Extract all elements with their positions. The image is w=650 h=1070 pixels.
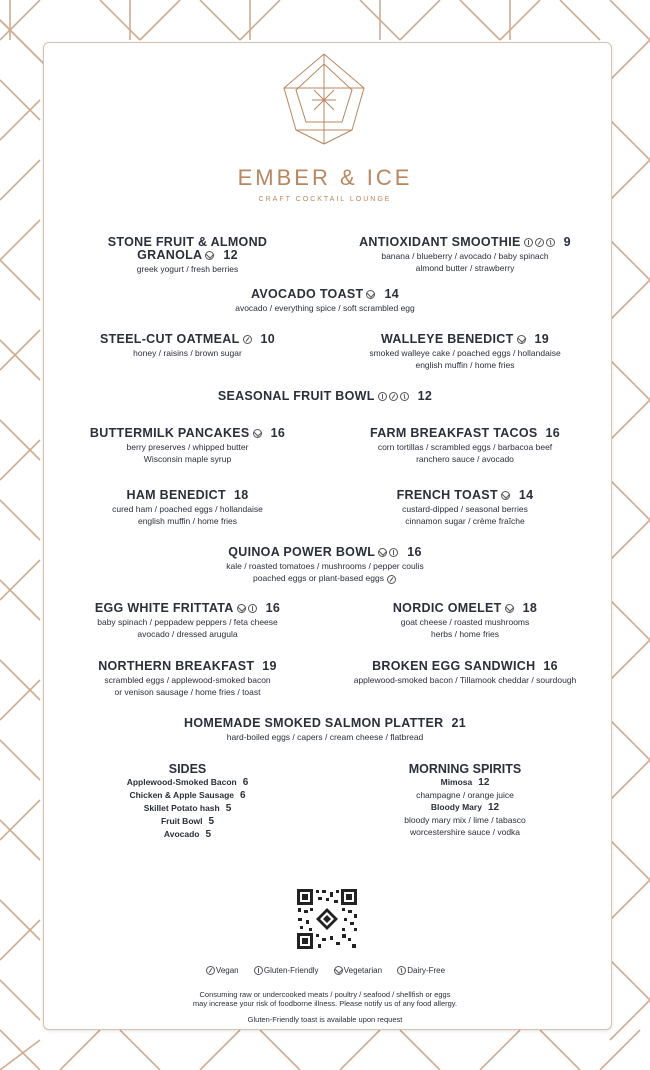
vegan-icon	[389, 392, 398, 401]
item-desc: berry preserves / whipped butter	[126, 442, 249, 453]
gluten-friendly-icon	[389, 548, 398, 557]
menu-item-broken-egg-sandwich	[325, 660, 605, 686]
item-price: 21	[451, 716, 466, 730]
item-price: 16	[545, 426, 561, 440]
vegetarian-icon	[334, 966, 343, 975]
vegan-icon	[387, 575, 396, 584]
item-name: NORTHERN BREAKFAST	[98, 659, 255, 673]
item-desc: baby spinach / peppadew peppers / feta cheese	[97, 617, 278, 628]
menu-item-avocado-toast	[140, 288, 510, 314]
sides-title: SIDES	[168, 762, 207, 776]
item-price: 16	[543, 659, 558, 673]
item-price: 18	[522, 601, 538, 615]
sides-section	[70, 762, 305, 841]
qr-code[interactable]	[296, 888, 358, 950]
item-name: QUINOA POWER BOWL	[228, 545, 376, 559]
item-desc: herbs / home fries	[430, 629, 500, 640]
spirit-desc: bloody mary mix / lime / tabasco	[404, 815, 526, 825]
item-desc: cinnamon sugar / crème fraîche	[405, 516, 525, 527]
item-desc: or venison sausage / home fries / toast	[114, 687, 261, 697]
item-desc: smoked walleye cake / poached eggs / hollandaise	[369, 348, 561, 359]
menu-item-walleye-benedict	[335, 333, 595, 371]
gluten-friendly-icon	[248, 604, 257, 613]
spirit-desc: worcestershire sauce / vodka	[409, 827, 521, 837]
item-price: 9	[563, 235, 571, 249]
item-price: 16	[270, 426, 286, 440]
item-price: 19	[262, 659, 277, 673]
item-name: HAM BENEDICT	[126, 488, 226, 502]
menu-item-french-toast	[335, 489, 595, 527]
legend-vegan: Vegan	[215, 966, 239, 975]
item-desc: english muffin / home fries	[137, 516, 238, 526]
vegan-icon	[243, 335, 252, 344]
item-desc: Wisconsin maple syrup	[143, 454, 232, 465]
legend-gluten: Gluten-Friendly	[263, 966, 319, 975]
spirit-item: Bloody Mary 12	[430, 802, 500, 813]
vegetarian-icon	[237, 604, 246, 613]
item-desc: avocado / dressed arugula	[137, 629, 238, 640]
vegetarian-icon	[205, 251, 214, 260]
item-desc: applewood-smoked bacon / Tillamook cheddar / sourdough	[353, 675, 577, 685]
item-name: BUTTERMILK PANCAKES	[89, 426, 250, 440]
vegetarian-icon	[366, 290, 375, 299]
menu-item-steel-cut-oatmeal	[70, 333, 305, 359]
item-desc: scrambled eggs / applewood-smoked bacon	[104, 675, 271, 685]
allergy-note-2: may increase your risk of foodborne illness. Please notify us of any food allergy.	[192, 999, 458, 1008]
menu-item-smoked-salmon-platter	[120, 717, 530, 743]
vegetarian-icon	[501, 491, 510, 500]
item-price: 12	[417, 389, 433, 403]
gluten-friendly-icon	[524, 238, 533, 247]
menu-item-buttermilk-pancakes	[70, 427, 305, 465]
morning-spirits-section	[335, 762, 595, 838]
legend-dairy: Dairy-Free	[407, 966, 446, 975]
item-name: HOMEMADE SMOKED SALMON PLATTER	[184, 716, 444, 730]
dietary-legend	[0, 966, 650, 975]
menu-item-farm-breakfast-tacos	[335, 427, 595, 465]
legend-vegetarian: Vegetarian	[343, 966, 383, 975]
item-desc: corn tortillas / scrambled eggs / barbacoa beef	[377, 442, 553, 452]
side-item: Applewood-Smoked Bacon 6	[126, 777, 249, 788]
item-desc: goat cheese / roasted mushrooms	[400, 617, 530, 628]
ember-ice-logo-icon	[282, 52, 366, 146]
item-desc: almond butter / strawberry	[415, 263, 515, 274]
menu-item-seasonal-fruit-bowl	[140, 390, 510, 403]
item-name: AVOCADO TOAST	[251, 287, 364, 301]
item-price: 19	[534, 332, 550, 346]
side-item: Avocado 5	[163, 829, 212, 840]
item-desc: avocado / everything spice / soft scrambled egg	[235, 303, 415, 314]
item-price: 14	[384, 287, 399, 301]
item-name: NORDIC OMELET	[392, 601, 502, 615]
item-desc: hard-boiled eggs / capers / cream cheese / flatbread	[226, 732, 424, 742]
item-price: 10	[260, 332, 276, 346]
menu-item-egg-white-frittata	[70, 602, 305, 640]
dairy-free-icon	[397, 966, 406, 975]
item-name: STEEL-CUT OATMEAL	[99, 332, 240, 346]
item-price: 18	[233, 488, 249, 502]
item-price: 16	[407, 545, 422, 559]
item-name: FRENCH TOAST	[396, 488, 498, 502]
spirit-item: Mimosa 12	[440, 777, 490, 788]
item-price: 14	[518, 488, 534, 502]
brand-name: EMBER & ICE	[237, 165, 413, 190]
side-item: Skillet Potato hash 5	[143, 803, 232, 814]
spirit-desc: champagne / orange juice	[416, 790, 514, 800]
item-desc: ranchero sauce / avocado	[416, 454, 514, 464]
item-price: 12	[223, 248, 238, 262]
item-desc: greek yogurt / fresh berries	[136, 264, 239, 275]
menu-item-stone-fruit-granola	[70, 236, 305, 275]
item-desc: honey / raisins / brown sugar	[133, 348, 242, 359]
vegetarian-icon	[517, 335, 526, 344]
item-name: SEASONAL FRUIT BOWL	[217, 389, 375, 403]
item-name-cont: GRANOLA	[137, 248, 203, 262]
vegetarian-icon	[378, 548, 387, 557]
item-desc: banana / blueberry / avocado / baby spinach	[381, 251, 549, 262]
brand-tagline: CRAFT COCKTAIL LOUNGE	[258, 196, 392, 203]
item-name: FARM BREAKFAST TACOS	[369, 426, 538, 440]
menu-item-nordic-omelet	[335, 602, 595, 640]
item-name: ANTIOXIDANT SMOOTHIE	[359, 235, 521, 249]
item-desc: poached eggs or plant-based eggs	[253, 573, 384, 584]
item-name: WALLEYE BENEDICT	[380, 332, 514, 346]
menu-item-ham-benedict	[70, 489, 305, 527]
menu-item-quinoa-power-bowl	[140, 546, 510, 585]
item-price: 16	[265, 601, 281, 615]
item-name: BROKEN EGG SANDWICH	[372, 659, 536, 673]
vegan-icon	[206, 966, 215, 975]
item-desc: english muffin / home fries	[415, 360, 515, 371]
vegan-icon	[535, 238, 544, 247]
item-desc: custard-dipped / seasonal berries	[402, 504, 528, 515]
side-item: Fruit Bowl 5	[160, 816, 215, 827]
item-desc: kale / roasted tomatoes / mushrooms / pepper coulis	[226, 561, 424, 572]
item-desc: cured ham / poached eggs / hollandaise	[112, 504, 263, 514]
side-item: Chicken & Apple Sausage 6	[129, 790, 246, 801]
gluten-friendly-icon	[378, 392, 387, 401]
menu-item-northern-breakfast	[70, 660, 305, 698]
vegetarian-icon	[505, 604, 514, 613]
spirits-title: MORNING SPIRITS	[408, 762, 522, 776]
menu-item-antioxidant-smoothie	[325, 236, 605, 274]
gluten-friendly-icon	[254, 966, 263, 975]
item-name: STONE FRUIT & ALMOND	[107, 235, 268, 249]
gluten-note: Gluten-Friendly toast is available upon request	[247, 1015, 403, 1024]
vegetarian-icon	[253, 429, 262, 438]
dairy-free-icon	[546, 238, 555, 247]
dairy-free-icon	[400, 392, 409, 401]
item-name: EGG WHITE FRITTATA	[94, 601, 234, 615]
allergy-note-1: Consuming raw or undercooked meats / poultry / seafood / shellfish or eggs	[199, 990, 451, 999]
